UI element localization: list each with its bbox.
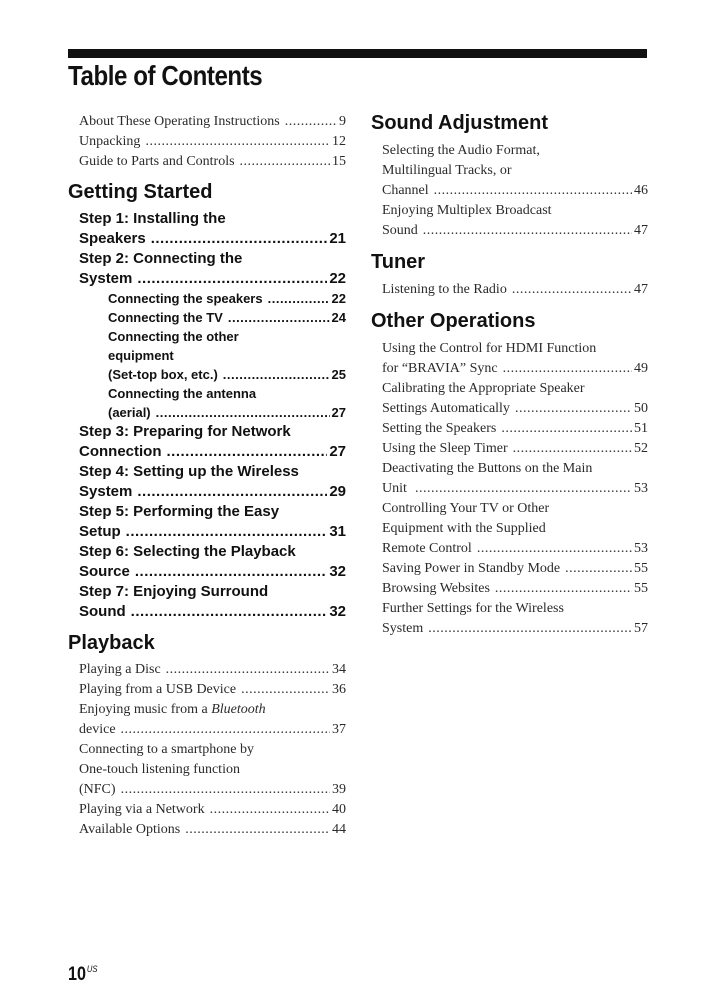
toc-entry-text: Enjoying music from a Bluetooth xyxy=(79,702,266,717)
toc-entry xyxy=(79,680,346,700)
toc-entry-line xyxy=(382,599,648,619)
section-heading-playback: Playback xyxy=(68,632,155,654)
toc-entry-text: Selecting the Audio Format, xyxy=(382,143,540,158)
toc-entry-text: Speakers xyxy=(79,230,146,247)
toc-entry xyxy=(79,502,346,542)
page-ref: 34 xyxy=(332,662,346,677)
dot-leader xyxy=(167,442,328,462)
toc-entry-text: Calibrating the Appropriate Speaker xyxy=(382,381,585,396)
sound-adjustment-list xyxy=(371,141,648,241)
dot-leader xyxy=(126,522,328,542)
dot-leader xyxy=(121,720,330,740)
toc-entry-last-line xyxy=(382,439,648,459)
dot-leader xyxy=(210,800,330,820)
toc-entry xyxy=(79,800,346,820)
right-column xyxy=(371,112,648,639)
toc-entry-last-line xyxy=(79,229,346,249)
toc-entry-text: equipment xyxy=(108,348,174,363)
toc-entry-text: Step 5: Performing the Easy xyxy=(79,503,280,520)
toc-entry-text: Remote Control xyxy=(382,541,472,556)
toc-entry-text: System xyxy=(79,270,133,287)
toc-entry xyxy=(382,559,648,579)
toc-entry-text: Connecting to a smartphone by xyxy=(79,742,254,757)
toc-entry-line xyxy=(382,499,648,519)
dot-leader xyxy=(223,365,330,384)
page-ref: 29 xyxy=(329,483,346,500)
toc-entry-last-line xyxy=(79,780,346,800)
toc-entry-line xyxy=(108,346,346,365)
toc-entry xyxy=(382,339,648,379)
dot-leader xyxy=(268,289,330,308)
toc-entry-line xyxy=(382,519,648,539)
dot-leader xyxy=(241,680,330,700)
toc-entry-line xyxy=(79,422,346,442)
toc-entry-text: Step 2: Connecting the xyxy=(79,250,243,267)
toc-entry-text: Source xyxy=(79,563,130,580)
page-ref: 55 xyxy=(634,561,648,576)
toc-entry-text: System xyxy=(79,483,133,500)
toc-entry xyxy=(108,289,346,308)
toc-entry-last-line xyxy=(108,403,346,422)
toc-entry-text: Connecting the TV xyxy=(108,310,223,325)
toc-entry-text: Playing via a Network xyxy=(79,802,205,817)
page-ref: 24 xyxy=(331,310,346,325)
toc-entry xyxy=(79,249,346,289)
toc-entry-last-line xyxy=(79,820,346,840)
other-operations-list xyxy=(371,339,648,639)
page-ref: 21 xyxy=(329,230,346,247)
toc-entry-text: System xyxy=(382,621,424,636)
toc-entry-text: Enjoying Multiplex Broadcast xyxy=(382,203,552,218)
toc-entry-line xyxy=(79,700,346,720)
toc-entry-line xyxy=(79,582,346,602)
toc-entry xyxy=(382,499,648,559)
page-ref: 53 xyxy=(634,481,648,496)
dot-leader xyxy=(501,419,632,439)
toc-entry-line xyxy=(79,740,346,760)
toc-entry-text: Sound xyxy=(79,603,126,620)
toc-entry xyxy=(79,422,346,462)
toc-entry-line xyxy=(79,760,346,780)
toc-entry xyxy=(79,740,346,800)
toc-entry xyxy=(79,152,346,172)
page-footer xyxy=(68,964,97,986)
toc-entry-text: Available Options xyxy=(79,822,181,837)
region-code: US xyxy=(86,964,98,974)
toc-entry-last-line xyxy=(79,562,346,582)
toc-entry-text: Further Settings for the Wireless xyxy=(382,601,564,616)
toc-entry-text: One-touch listening function xyxy=(79,762,240,777)
section-heading-tuner: Tuner xyxy=(371,251,426,273)
toc-entry xyxy=(79,132,346,152)
toc-entry-text: Sound xyxy=(382,223,418,238)
page-ref: 15 xyxy=(332,154,346,169)
toc-entry xyxy=(382,419,648,439)
toc-entry-last-line xyxy=(382,280,648,300)
toc-entry xyxy=(382,579,648,599)
toc-entry xyxy=(108,327,346,384)
playback-list xyxy=(68,660,346,840)
toc-entry-last-line xyxy=(79,800,346,820)
toc-entry-line xyxy=(79,249,346,269)
toc-entry-last-line: Unit ..... 53 xyxy=(410,479,648,499)
toc-entry-last-line xyxy=(382,419,648,439)
toc-entry-text: Channel xyxy=(382,183,429,198)
dot-leader xyxy=(166,660,330,680)
toc-entry-last-line xyxy=(79,132,346,152)
dot-leader xyxy=(137,269,327,289)
dot-leader xyxy=(228,308,330,327)
toc-entry-text: Equipment with the Supplied xyxy=(382,521,546,536)
dot-leader xyxy=(145,132,330,152)
toc-entry-text: for “BRAVIA” Sync xyxy=(382,361,498,376)
toc-entry-text: Unpacking xyxy=(79,134,141,149)
toc-entry-text: (Set-top box, etc.) xyxy=(108,367,218,382)
toc-entry xyxy=(382,599,648,639)
toc-entry xyxy=(79,209,346,249)
page-ref: 32 xyxy=(329,603,346,620)
toc-entry-text: Step 7: Enjoying Surround xyxy=(79,583,269,600)
toc-entry-text: Connecting the antenna xyxy=(108,386,257,401)
page-ref: 51 xyxy=(634,421,648,436)
dot-leader xyxy=(515,399,632,419)
toc-entry-text: Controlling Your TV or Other xyxy=(382,501,550,516)
dot-leader xyxy=(131,602,328,622)
dot-leader xyxy=(434,181,632,201)
page-ref: 55 xyxy=(634,581,648,596)
toc-entry xyxy=(382,439,648,459)
toc-entry xyxy=(382,379,648,419)
toc-entry-last-line xyxy=(108,308,346,327)
toc-entry-text: Settings Automatically xyxy=(382,401,510,416)
toc-entry-text: Guide to Parts and Controls xyxy=(79,154,235,169)
page-ref: 22 xyxy=(331,291,346,306)
section-heading-other-operations: Other Operations xyxy=(371,310,536,332)
dot-leader xyxy=(185,820,330,840)
toc-entry-text: Multilingual Tracks, or xyxy=(382,163,512,178)
toc-entry-last-line xyxy=(79,482,346,502)
toc-entry xyxy=(108,384,346,422)
page-title: Table of Contents xyxy=(68,60,263,91)
page-ref: 50 xyxy=(634,401,648,416)
page-ref: 31 xyxy=(329,523,346,540)
toc-entry-line xyxy=(382,339,648,359)
toc-entry xyxy=(382,141,648,201)
page-ref: 25 xyxy=(331,367,346,382)
toc-entry-text: Playing a Disc xyxy=(79,662,161,677)
page-ref: 9 xyxy=(339,114,346,129)
intro-list xyxy=(68,112,346,172)
page-ref: 32 xyxy=(329,563,346,580)
dot-leader xyxy=(151,229,328,249)
dot-leader xyxy=(565,559,632,579)
left-column xyxy=(68,112,346,840)
toc-entry-last-line xyxy=(79,602,346,622)
toc-entry-text: Setting the Speakers xyxy=(382,421,497,436)
toc-entry-line xyxy=(382,141,648,161)
toc-entry-line xyxy=(108,384,346,403)
toc-entry xyxy=(79,462,346,502)
toc-entry-text: Using the Control for HDMI Function xyxy=(382,341,597,356)
toc-entry-text: Connecting the other xyxy=(108,329,239,344)
page-ref: 44 xyxy=(332,822,346,837)
page-number: 10 xyxy=(68,964,86,985)
page-ref: 37 xyxy=(332,722,346,737)
page-ref: 47 xyxy=(634,223,648,238)
page-ref: 49 xyxy=(634,361,648,376)
page-ref: 46 xyxy=(634,183,648,198)
toc-entry xyxy=(382,280,648,300)
title-rule xyxy=(68,49,647,58)
dot-leader xyxy=(423,221,632,241)
toc-entry-last-line xyxy=(382,221,648,241)
toc-entry-text: Step 4: Setting up the Wireless xyxy=(79,463,299,480)
toc-entry-text: About These Operating Instructions xyxy=(79,114,280,129)
toc-entry-text: Saving Power in Standby Mode xyxy=(382,561,561,576)
toc-entry-text: Step 6: Selecting the Playback xyxy=(79,543,296,560)
toc-entry-line xyxy=(79,209,346,229)
toc-entry-line xyxy=(79,462,346,482)
toc-entry-line xyxy=(382,161,648,181)
dot-leader xyxy=(285,112,337,132)
toc-entry-line xyxy=(382,201,648,221)
toc-entry-line xyxy=(382,459,648,479)
toc-entry-last-line xyxy=(79,112,346,132)
section-heading-sound-adjustment: Sound Adjustment xyxy=(371,112,549,134)
toc-entry-line xyxy=(108,327,346,346)
toc-entry-text: Setup xyxy=(79,523,121,540)
toc-entry xyxy=(79,582,346,622)
dot-leader xyxy=(503,359,632,379)
page-ref: 47 xyxy=(634,282,648,297)
toc-entry-last-line xyxy=(382,399,648,419)
toc-entry xyxy=(79,660,346,680)
getting-started-list xyxy=(68,209,346,622)
toc-entry xyxy=(382,459,648,499)
page-ref: 40 xyxy=(332,802,346,817)
toc-entry xyxy=(108,308,346,327)
toc-entry-last-line xyxy=(108,365,346,384)
toc-entry-last-line xyxy=(79,152,346,172)
toc-entry xyxy=(79,112,346,132)
dot-leader xyxy=(415,479,632,499)
toc-entry-text: Connection xyxy=(79,443,162,460)
toc-entry-text: Step 3: Preparing for Network xyxy=(79,423,291,440)
toc-entry-last-line xyxy=(382,579,648,599)
dot-leader xyxy=(512,280,632,300)
page-ref: 39 xyxy=(332,782,346,797)
page-ref: 36 xyxy=(332,682,346,697)
toc-entry-last-line xyxy=(79,720,346,740)
toc-entry-last-line xyxy=(79,680,346,700)
toc-entry-last-line xyxy=(382,181,648,201)
toc-entry-text: Playing from a USB Device xyxy=(79,682,237,697)
dot-leader xyxy=(137,482,327,502)
page-ref: 52 xyxy=(634,441,648,456)
dot-leader xyxy=(240,152,330,172)
tuner-list xyxy=(371,280,648,300)
page-ref: 53 xyxy=(634,541,648,556)
toc-entry-line xyxy=(79,502,346,522)
toc-entry-line xyxy=(79,542,346,562)
toc-entry-text: Step 1: Installing the xyxy=(79,210,226,227)
toc-entry-text: Browsing Websites xyxy=(382,581,490,596)
toc-entry-last-line xyxy=(79,442,346,462)
toc-entry-line xyxy=(382,379,648,399)
dot-leader xyxy=(156,403,330,422)
toc-entry-last-line xyxy=(382,619,648,639)
dot-leader xyxy=(477,539,632,559)
page-ref: 27 xyxy=(331,405,346,420)
page-ref: 27 xyxy=(329,443,346,460)
toc-entry xyxy=(382,201,648,241)
toc-entry-last-line xyxy=(79,522,346,542)
dot-leader xyxy=(135,562,327,582)
toc-entry xyxy=(79,820,346,840)
section-heading-getting-started: Getting Started xyxy=(68,181,213,203)
page-ref: 57 xyxy=(634,621,648,636)
toc-entry xyxy=(79,700,346,740)
italic-term: Bluetooth xyxy=(211,702,266,717)
toc-entry-text: Listening to the Radio xyxy=(382,282,507,297)
dot-leader xyxy=(121,780,330,800)
toc-entry-last-line xyxy=(382,359,648,379)
toc-entry-text: Connecting the speakers xyxy=(108,291,263,306)
dot-leader xyxy=(513,439,632,459)
toc-entry-last-line xyxy=(382,559,648,579)
toc-entry-last-line xyxy=(108,289,346,308)
toc-entry-last-line xyxy=(79,269,346,289)
dot-leader xyxy=(428,619,632,639)
toc-entry-text: (aerial) xyxy=(108,405,151,420)
toc-entry-text: (NFC) xyxy=(79,782,116,797)
toc-entry-last-line xyxy=(79,660,346,680)
toc-entry-text: device xyxy=(79,722,116,737)
toc-entry xyxy=(79,542,346,582)
toc-entry-text: Deactivating the Buttons on the Main xyxy=(382,461,593,476)
page-ref: 22 xyxy=(329,270,346,287)
page-ref: 12 xyxy=(332,134,346,149)
toc-entry-text: Using the Sleep Timer xyxy=(382,441,508,456)
toc-entry-last-line xyxy=(382,539,648,559)
dot-leader xyxy=(495,579,632,599)
